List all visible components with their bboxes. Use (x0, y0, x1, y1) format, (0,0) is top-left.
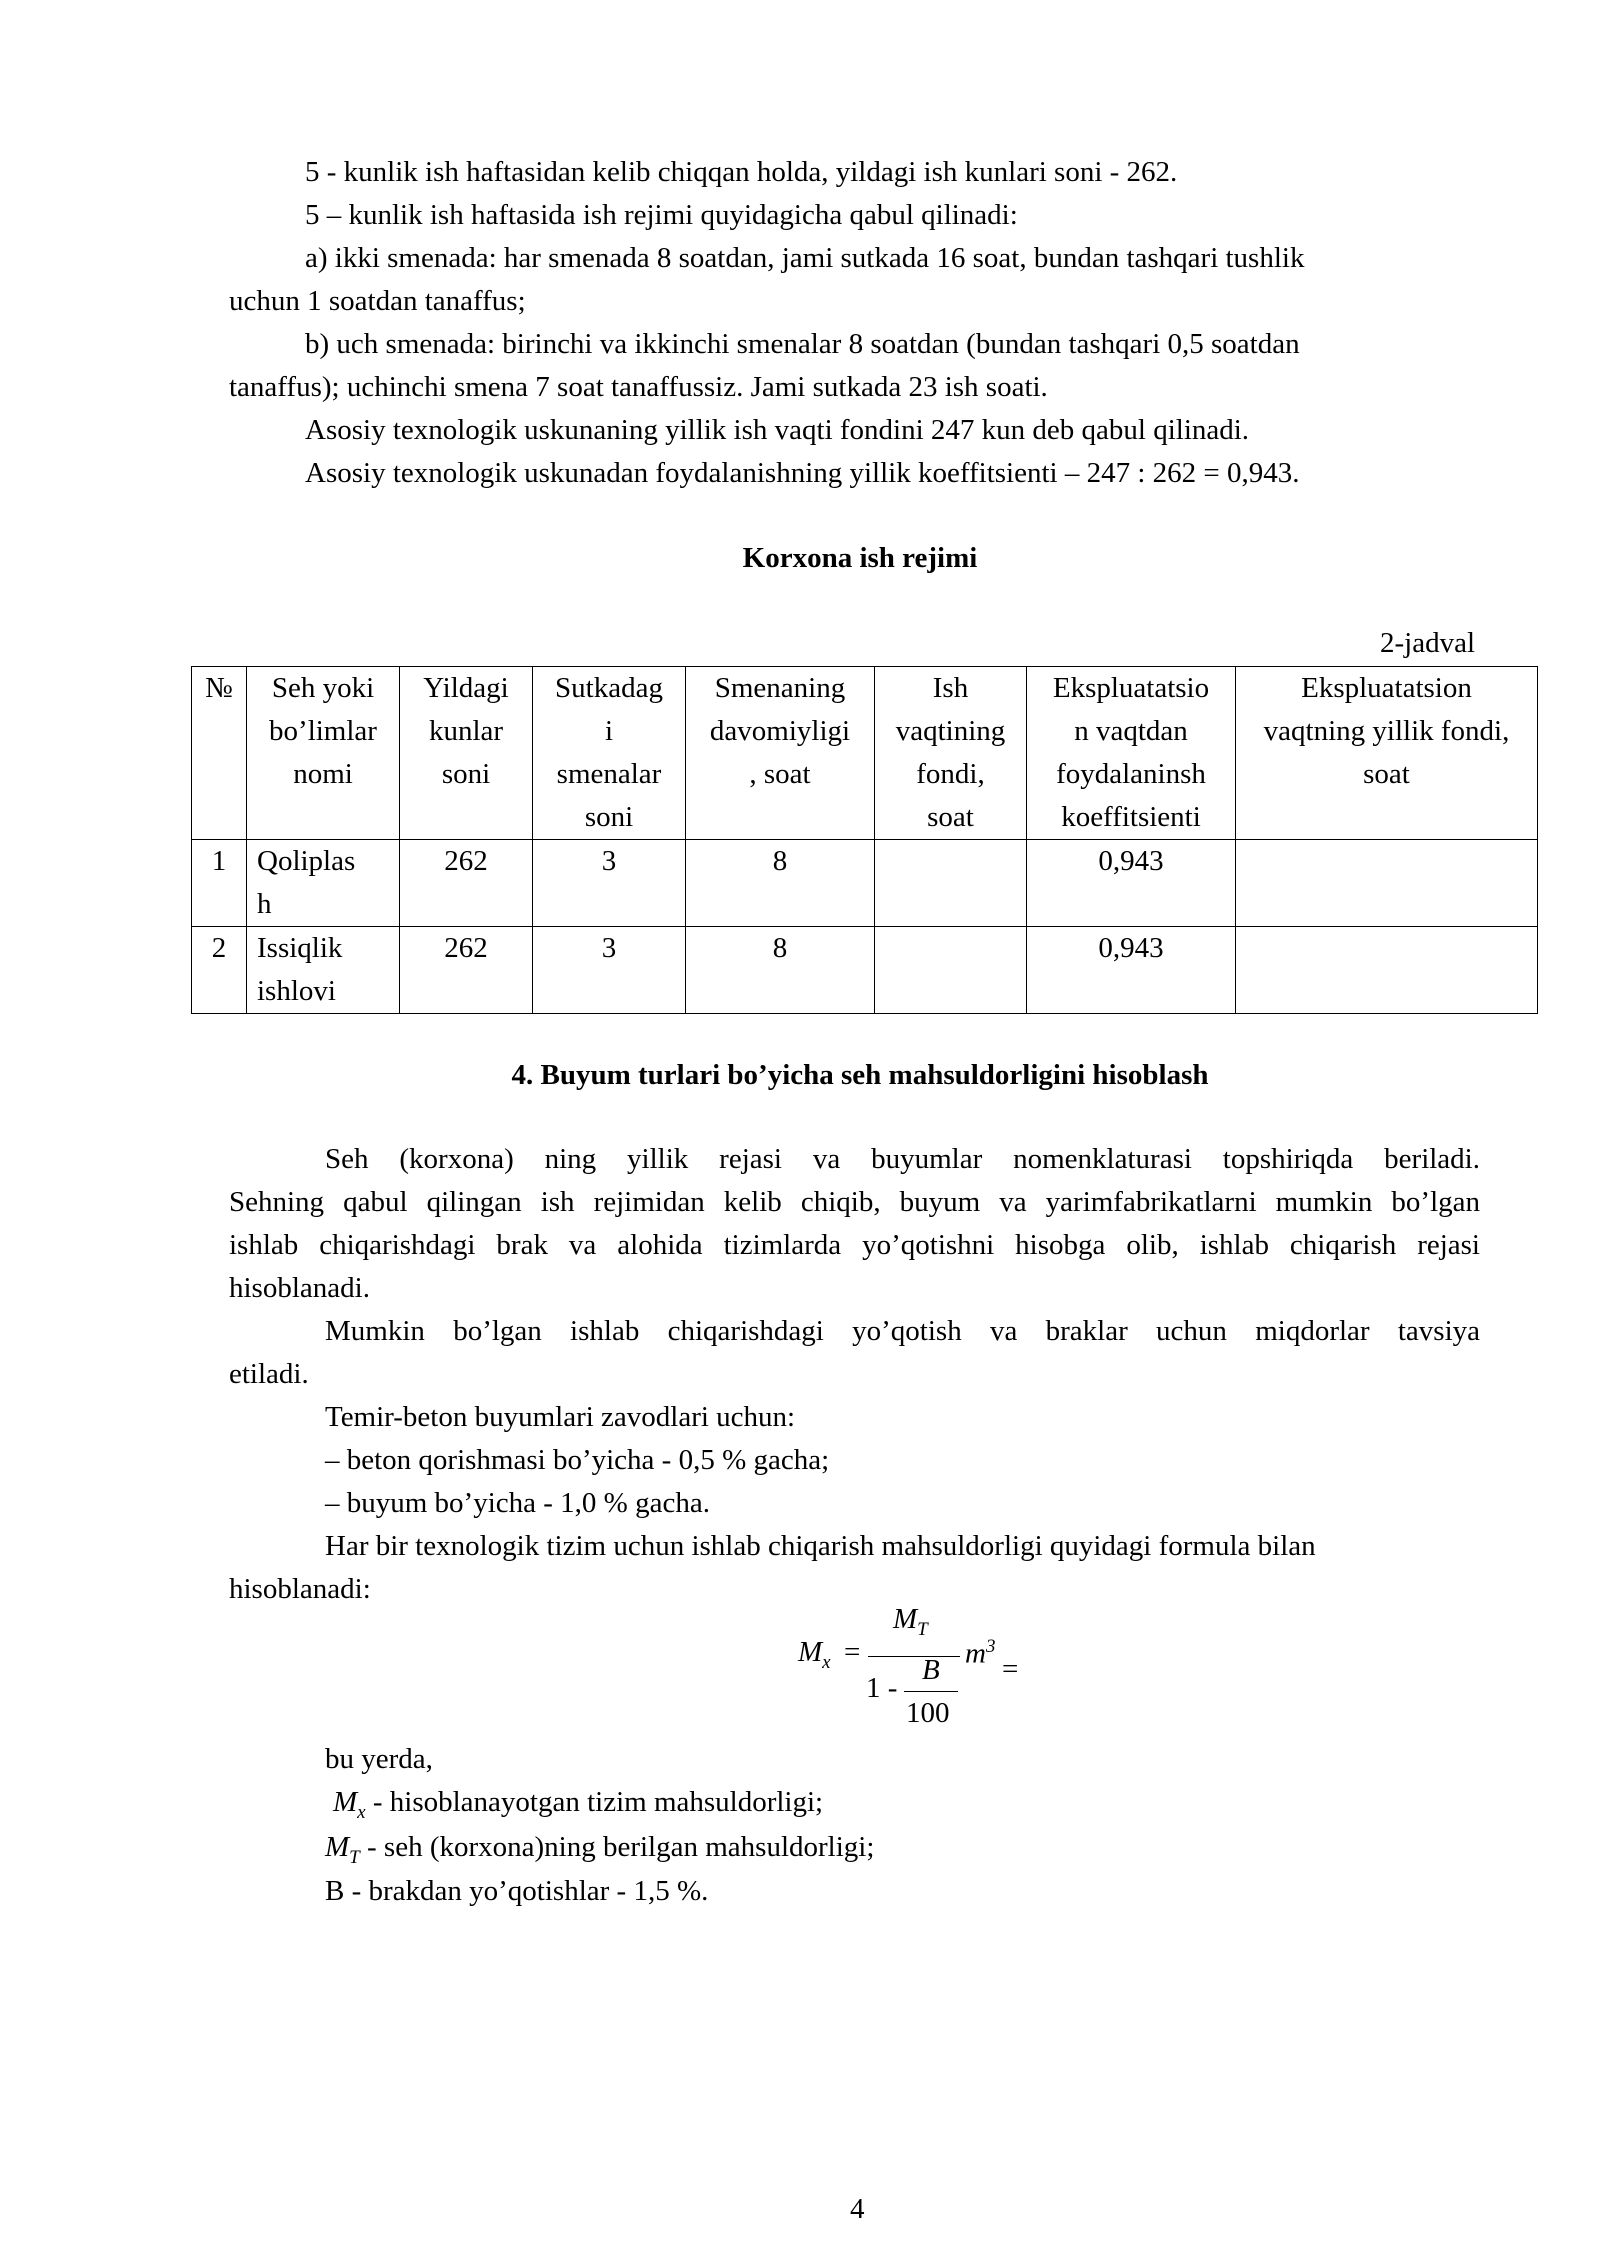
table-row (192, 927, 1538, 1014)
header-cell-fund: Ish vaqtining fondi, soat (875, 667, 1027, 840)
paragraph-line: uchun 1 soatdan tanaffus; (229, 285, 526, 317)
paragraph-line: Asosiy texnologik uskunadan foydalanishning yillik koeffitsienti – 247 : 262 = 0,943. (305, 457, 1300, 489)
work-regime-table (191, 666, 1538, 1014)
legend-mx: $M_x$ - hisoblanayotgan tizim mahsuldorligi; (333, 1786, 824, 1823)
legend-mt: $M_T$ - seh (korxona)ning berilgan mahsuldorligi; (325, 1831, 875, 1868)
paragraph-line: 5 - kunlik ish haftasidan kelib chiqqan holda, yildagi ish kunlari soni - 262. (305, 156, 1178, 188)
formula-equals-2: = (1002, 1653, 1019, 1685)
paragraph-line: hisoblanadi: (229, 1573, 371, 1605)
formula-lhs: $M_x$ (798, 1636, 831, 1673)
formula-main-fraction-bar (868, 1656, 960, 1657)
cell-duration: 8 (686, 927, 875, 1014)
paragraph-line: tanaffus); uchinchi smena 7 soat tanaffussiz. Jami sutkada 23 ish soati. (229, 371, 1048, 403)
cell-no: 1 (192, 840, 247, 927)
header-cell-annual: Ekspluatatsion vaqtning yillik fondi, soat (1236, 667, 1538, 840)
paragraph-line: – buyum bo’yicha - 1,0 % gacha. (325, 1487, 710, 1519)
cell-no: 2 (192, 927, 247, 1014)
paragraph-line: hisoblanadi. (229, 1272, 370, 1304)
header-cell-shifts: Sutkadag i smenalar soni (533, 667, 686, 840)
table-caption: 2-jadval (1380, 627, 1476, 659)
paragraph-line: b) uch smenada: birinchi va ikkinchi smenalar 8 soatdan (bundan tashqari 0,5 soatdan (305, 328, 1300, 360)
paragraph-line: a) ikki smenada: har smenada 8 soatdan, jami sutkada 16 soat, bundan tashqari tushlik (305, 242, 1305, 274)
paragraph-line: – beton qorishmasi bo’yicha - 0,5 % gacha; (325, 1444, 830, 1476)
cell-fund (875, 927, 1027, 1014)
cell-days: 262 (400, 840, 533, 927)
header-cell-no: № (192, 667, 247, 840)
formula-numerator: $M_T$ (893, 1603, 928, 1640)
legend-intro: bu yerda, (325, 1743, 433, 1775)
section-heading: 4. Buyum turlari bo’yicha seh mahsuldorligini hisoblash (511, 1059, 1209, 1091)
paragraph-line: Seh (korxona) ning yillik rejasi va buyumlar nomenklaturasi topshiriqda beriladi. (325, 1143, 1480, 1175)
formula-equals: = (844, 1636, 861, 1668)
paragraph-line: ishlab chiqarishdagi brak va alohida tizimlarda yo’qotishni hisobga olib, ishlab chiqarish rejasi (229, 1229, 1480, 1261)
paragraph-line: Temir-beton buyumlari zavodlari uchun: (325, 1401, 796, 1433)
table-header-row (192, 667, 1538, 840)
header-cell-name: Seh yoki bo’limlar nomi (247, 667, 400, 840)
paragraph-line: 5 – kunlik ish haftasida ish rejimi quyidagicha qabul qilinadi: (305, 199, 1018, 231)
cell-name: Qoliplas h (247, 840, 400, 927)
cell-duration: 8 (686, 840, 875, 927)
formula-unit: $m^3$ (965, 1636, 996, 1670)
table-row (192, 840, 1538, 927)
header-cell-duration: Smenaning davomiyligi , soat (686, 667, 875, 840)
header-cell-days: Yildagi kunlar soni (400, 667, 533, 840)
cell-name: Issiqlik ishlovi (247, 927, 400, 1014)
page-number: 4 (850, 2193, 865, 2225)
cell-annual (1236, 927, 1538, 1014)
cell-fund (875, 840, 1027, 927)
formula-b: B (922, 1654, 940, 1686)
header-cell-coef: Ekspluatatsio n vaqtdan foydalaninsh koeffitsienti (1027, 667, 1236, 840)
formula-one-minus: 1 - (866, 1672, 898, 1704)
paragraph-line: Sehning qabul qilingan ish rejimidan kelib chiqib, buyum va yarimfabrikatlarni mumkin bo’lgan (229, 1186, 1480, 1218)
cell-shifts: 3 (533, 927, 686, 1014)
cell-shifts: 3 (533, 840, 686, 927)
formula-hundred: 100 (906, 1697, 950, 1729)
legend-b: B - brakdan yo’qotishlar - 1,5 %. (325, 1875, 709, 1907)
cell-days: 262 (400, 927, 533, 1014)
formula-inner-fraction-bar (904, 1691, 958, 1692)
cell-coef: 0,943 (1027, 840, 1236, 927)
paragraph-line: Har bir texnologik tizim uchun ishlab chiqarish mahsuldorligi quyidagi formula bilan (325, 1530, 1316, 1562)
table-title: Korxona ish rejimi (742, 542, 978, 574)
paragraph-line: etiladi. (229, 1358, 309, 1390)
cell-annual (1236, 840, 1538, 927)
paragraph-line: Mumkin bo’lgan ishlab chiqarishdagi yo’qotish va braklar uchun miqdorlar tavsiya (325, 1315, 1480, 1347)
paragraph-line: Asosiy texnologik uskunaning yillik ish vaqti fondini 247 kun deb qabul qilinadi. (305, 414, 1250, 446)
cell-coef: 0,943 (1027, 927, 1236, 1014)
